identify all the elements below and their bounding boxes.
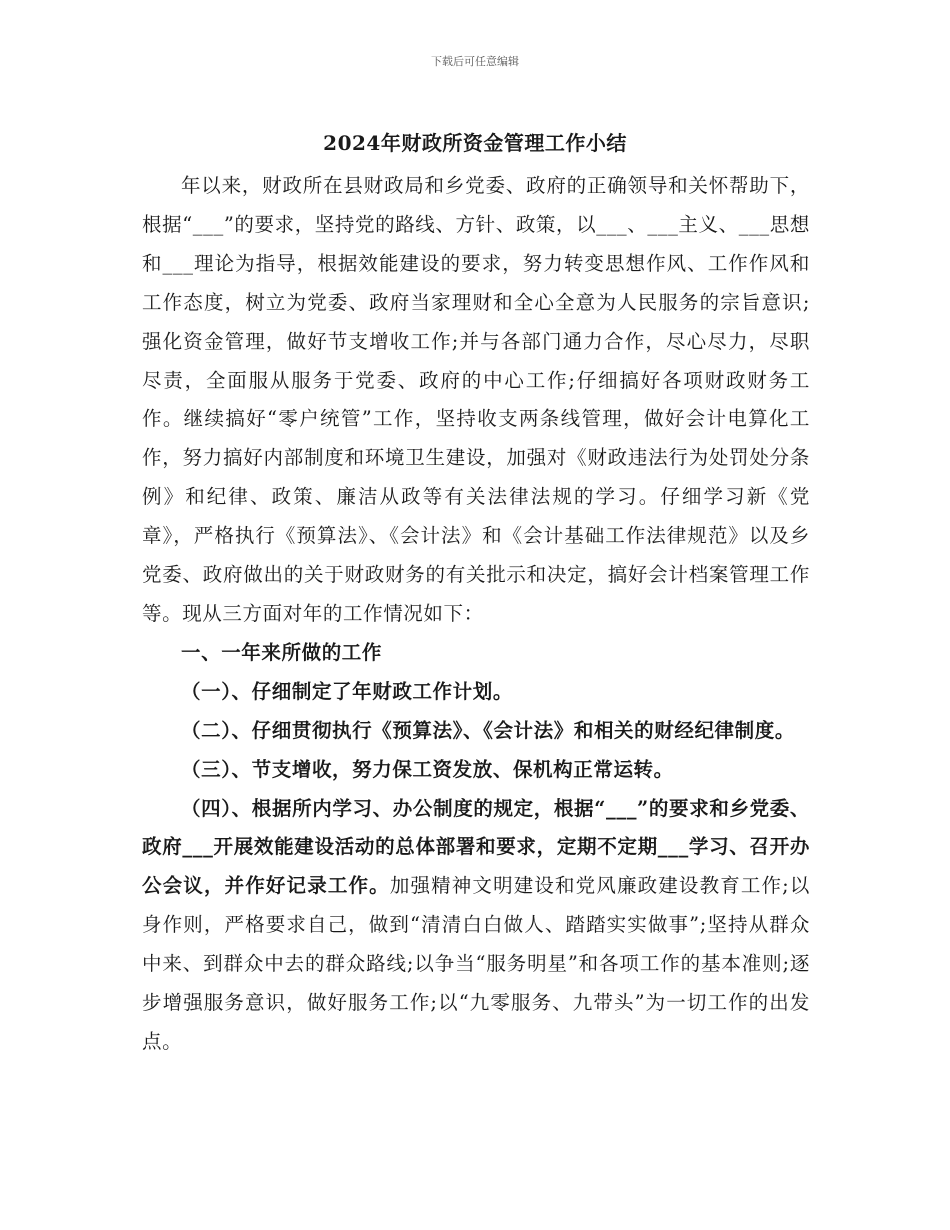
- item-one: （一）、仔细制定了年财政工作计划。: [181, 679, 513, 703]
- section-heading-one: 一、一年来所做的工作: [181, 640, 383, 664]
- item-two: （二）、仔细贯彻执行《预算法》、《会计法》和相关的财经纪律制度。: [181, 718, 795, 742]
- header-note: 下载后可任意编辑: [431, 55, 519, 68]
- item-four-bold-text: （四）、根据所内学习、办公制度的规定，根据“___”的要求和乡党委、政府___开展效能建设活动的总体部署和要求，定期不定期___学习、召开办公会议，并作好记录工作。: [142, 796, 810, 898]
- document-body: [142, 167, 810, 1062]
- intro-paragraph: 年以来，财政所在县财政局和乡党委、政府的正确领导和关怀帮助下，根据“___”的要求，坚持党的路线、方针、政策，以___、___主义、___思想和___理论为指导，根据效能建设的要求，努力转变思想作风、工作作风和工作态度，树立为党委、政府当家理财和全心全意为人民服务的宗旨意识;强化资金管理，做好节支增收工作;并与各部门通力合作，尽心尽力，尽职尽责，全面服从服务于党委、政府的中心工作;仔细搞好各项财政财务工作。继续搞好“零户统管”工作，坚持收支两条线管理，做好会计电算化工作，努力搞好内部制度和环境卫生建设，加强对《财政违法行为处罚处分条例》和纪律、政策、廉洁从政等有关法律法规的学习。仔细学习新《党章》，严格执行《预算法》、《会计法》和《会计基础工作法律规范》以及乡党委、政府做出的关于财政财务的有关批示和决定，搞好会计档案管理工作等。现从三方面对年的工作情况如下：: [142, 174, 810, 625]
- item-three: （三）、节支增收，努力保工资发放、保机构正常运转。: [181, 757, 674, 781]
- document-title: 2024年财政所资金管理工作小结: [323, 131, 627, 155]
- item-four-body-text: 加强精神文明建设和党风廉政建设教育工作;以身作则，严格要求自己，做到“清清白白做人、踏踏实实做事”;坚持从群众中来、到群众中去的群众路线;以争当“服务明星”和各项工作的基本准则;逐步增强服务意识，做好服务工作;以“九零服务、九带头”为一切工作的出发点。: [142, 874, 810, 1053]
- item-four: [142, 790, 810, 1062]
